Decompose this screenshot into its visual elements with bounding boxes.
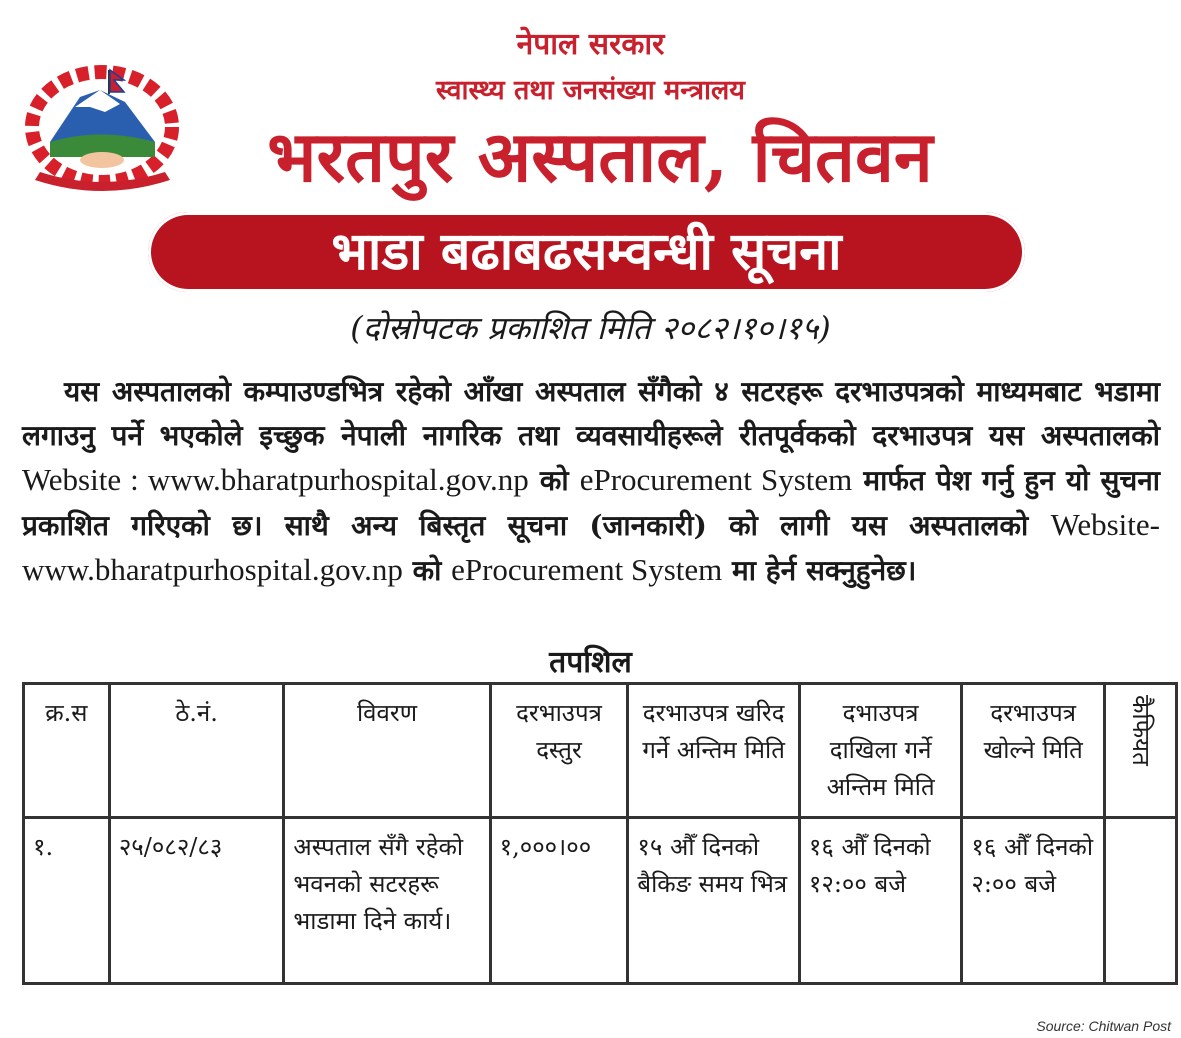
body-text-1: यस अस्पतालको कम्पाउण्डभित्र रहेको आँखा अस्पताल सँगैको ४ सटरहरू दरभाउपत्रको माध्यमबाट भडामा लगाउनु पर्ने भएकोले इच्छुक नेपाली नागरिक तथा व्यवसायीहरूले रीतपूर्वकको दरभाउपत्र यस अस्पतालको bbox=[22, 375, 1160, 452]
body-text-3: मा हेर्न सक्नुहुनेछ। bbox=[732, 554, 917, 587]
cell-submission-deadline: १६ औँ दिनको १२:०० बजे bbox=[799, 818, 962, 984]
body-ko-2: को bbox=[412, 554, 442, 587]
header-description: विवरण bbox=[284, 684, 490, 818]
publication-date: (दोस्रोपटक प्रकाशित मिति २०८२।१०।१५) bbox=[350, 309, 831, 347]
cell-contract-no: २५/०८२/८३ bbox=[109, 818, 284, 984]
table-header-row bbox=[24, 684, 1177, 818]
body-text-2: मार्फत पेश गर्नु हुन यो सुचना प्रकाशित गरिएको छ। साथै अन्य बिस्तृत सूचना (जानकारी) को लागी यस अस्पतालको bbox=[22, 464, 1161, 542]
header-submission-deadline: दभाउपत्र दाखिला गर्ने अन्तिम मिति bbox=[799, 684, 962, 818]
header-serial: क्र.स bbox=[24, 684, 110, 818]
notice-body bbox=[22, 370, 1160, 593]
header-purchase-deadline: दरभाउपत्र खरिद गर्ने अन्तिम मिति bbox=[628, 684, 800, 818]
cell-remarks bbox=[1105, 818, 1177, 984]
website-link-1[interactable]: Website : www.bharatpurhospital.gov.np bbox=[22, 462, 529, 497]
ministry-heading: स्वास्थ्य तथा जनसंख्या मन्त्रालय bbox=[436, 75, 745, 106]
source-credit: Source: Chitwan Post bbox=[1036, 1018, 1171, 1034]
hospital-name: भरतपुर अस्पताल, चितवन bbox=[267, 115, 933, 198]
eprocurement-1: eProcurement System bbox=[579, 462, 853, 497]
cell-opening-date: १६ औँ दिनको २:०० बजे bbox=[962, 818, 1105, 984]
remarks-label: कैफियत bbox=[1127, 695, 1156, 766]
body-ko-1: को bbox=[539, 464, 569, 497]
header-contract-no: ठे.नं. bbox=[109, 684, 284, 818]
notice-title-banner: भाडा बढाबढसम्वन्धी सूचना bbox=[148, 212, 1025, 292]
table-row bbox=[24, 818, 1177, 984]
header-fee: दरभाउपत्र दस्तुर bbox=[490, 684, 628, 818]
eprocurement-2: eProcurement System bbox=[451, 552, 723, 587]
cell-serial: १. bbox=[24, 818, 110, 984]
header-remarks bbox=[1105, 684, 1177, 818]
website-link-2[interactable]: Website-www.bharatpurhospital.gov.np bbox=[22, 507, 1160, 587]
table-title: तपशिल bbox=[549, 645, 632, 680]
details-table bbox=[22, 682, 1178, 985]
cell-description: अस्पताल सँगै रहेको भवनको सटरहरू भाडामा दिने कार्य। bbox=[284, 818, 490, 984]
header-opening-date: दरभाउपत्र खोल्ने मिति bbox=[962, 684, 1105, 818]
government-heading: नेपाल सरकार bbox=[516, 27, 665, 62]
cell-fee: १,०००।०० bbox=[490, 818, 628, 984]
cell-purchase-deadline: १५ औँ दिनको बैकिङ समय भित्र bbox=[628, 818, 800, 984]
